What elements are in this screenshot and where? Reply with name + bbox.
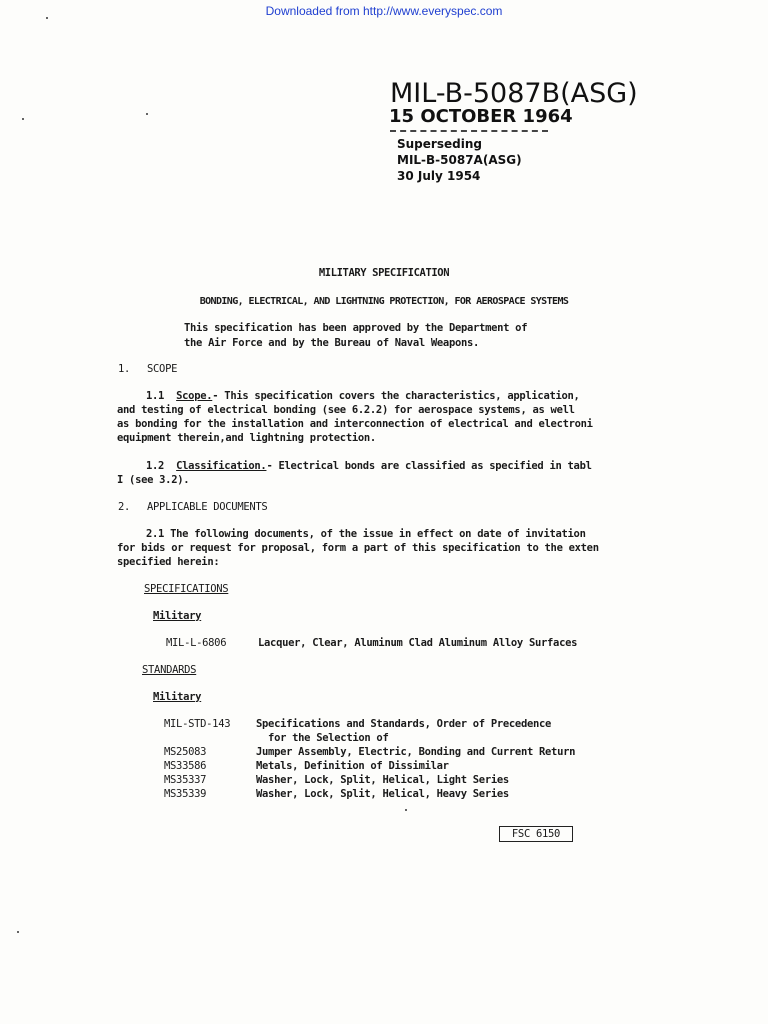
paragraph-2-1-line-1 bbox=[146, 527, 586, 542]
standard-row bbox=[164, 759, 604, 773]
specification-row bbox=[166, 636, 606, 650]
specification-code: MIL-L-6806 bbox=[166, 637, 227, 649]
scan-speck bbox=[405, 809, 407, 811]
specification-type: MILITARY SPECIFICATION bbox=[318, 267, 450, 279]
standards-military-subheading: Military bbox=[153, 691, 202, 703]
paragraph-1-1-line-3: as bonding for the installation and interconnection of electrical and electroni bbox=[117, 418, 593, 430]
standard-row bbox=[164, 731, 604, 745]
section-2-number: 2. bbox=[118, 501, 131, 513]
superseded-document-number: MIL-B-5087A(ASG) bbox=[397, 153, 522, 167]
standard-code: MS25083 bbox=[164, 746, 207, 758]
scan-speck bbox=[46, 17, 48, 19]
standard-title: Washer, Lock, Split, Helical, Heavy Series bbox=[256, 788, 509, 800]
document-date: 15 OCTOBER 1964 bbox=[389, 106, 573, 127]
document-number: MIL-B-5087B(ASG) bbox=[390, 78, 638, 109]
superseding-label: Superseding bbox=[397, 137, 482, 151]
approval-line-1: This specification has been approved by the Department of bbox=[184, 322, 528, 334]
specifications-heading: SPECIFICATIONS bbox=[144, 583, 229, 595]
standard-row bbox=[164, 717, 604, 731]
standard-title: Washer, Lock, Split, Helical, Light Series bbox=[256, 774, 509, 786]
paragraph-1-2-line-2: I (see 3.2). bbox=[117, 474, 190, 486]
standard-row bbox=[164, 787, 604, 801]
specifications-military-subheading: Military bbox=[153, 610, 202, 622]
section-1-number: 1. bbox=[118, 363, 131, 375]
specification-title: BONDING, ELECTRICAL, AND LIGHTNING PROTECTION, FOR AEROSPACE SYSTEMS bbox=[199, 296, 569, 307]
scan-speck bbox=[17, 931, 19, 933]
paragraph-text: - Electrical bonds are classified as specified in tabl bbox=[266, 460, 592, 472]
standard-code: MS35339 bbox=[164, 788, 207, 800]
standard-row bbox=[164, 773, 604, 787]
date-underline bbox=[390, 130, 548, 132]
paragraph-number: 1.2 bbox=[146, 460, 165, 472]
scan-speck bbox=[22, 118, 24, 120]
paragraph-1-2-line-1 bbox=[146, 459, 592, 474]
paragraph-1-1-line-4: equipment therein,and lightning protection. bbox=[117, 432, 376, 444]
standard-title: Metals, Definition of Dissimilar bbox=[256, 760, 449, 772]
standard-row bbox=[164, 745, 604, 759]
paragraph-label: Classification. bbox=[176, 460, 267, 472]
approval-line-2: the Air Force and by the Bureau of Naval Weapons. bbox=[184, 337, 480, 349]
superseding-block bbox=[397, 136, 522, 184]
paragraph-1-1-line-2: and testing of electrical bonding (see 6.2.2) for aerospace systems, as well bbox=[117, 404, 575, 416]
standard-title: Specifications and Standards, Order of Precedence bbox=[256, 718, 552, 730]
specification-title: Lacquer, Clear, Aluminum Clad Aluminum Alloy Surfaces bbox=[258, 637, 578, 649]
paragraph-number: 2.1 bbox=[146, 528, 165, 540]
paragraph-1-1-line-1 bbox=[146, 389, 580, 404]
section-1-heading: SCOPE bbox=[147, 363, 178, 375]
paragraph-2-1-line-3: specified herein: bbox=[117, 556, 220, 568]
paragraph-number: 1.1 bbox=[146, 390, 165, 402]
fsc-code-box: FSC 6150 bbox=[499, 826, 573, 842]
standards-heading: STANDARDS bbox=[142, 664, 197, 676]
superseded-document-date: 30 July 1954 bbox=[397, 169, 481, 183]
paragraph-text: The following documents, of the issue in effect on date of invitation bbox=[170, 528, 586, 540]
standard-code: MS33586 bbox=[164, 760, 207, 772]
paragraph-text: - This specification covers the characteristics, application, bbox=[212, 390, 580, 402]
scan-speck bbox=[146, 113, 148, 115]
download-source-link[interactable]: Downloaded from http://www.everyspec.com bbox=[265, 4, 503, 18]
paragraph-2-1-line-2: for bids or request for proposal, form a part of this specification to the exten bbox=[117, 542, 599, 554]
standard-title: for the Selection of bbox=[256, 732, 389, 744]
standard-code: MS35337 bbox=[164, 774, 207, 786]
paragraph-label: Scope. bbox=[176, 390, 213, 402]
standard-code: MIL-STD-143 bbox=[164, 718, 231, 730]
standard-title: Jumper Assembly, Electric, Bonding and Current Return bbox=[256, 746, 576, 758]
section-2-heading: APPLICABLE DOCUMENTS bbox=[147, 501, 268, 513]
